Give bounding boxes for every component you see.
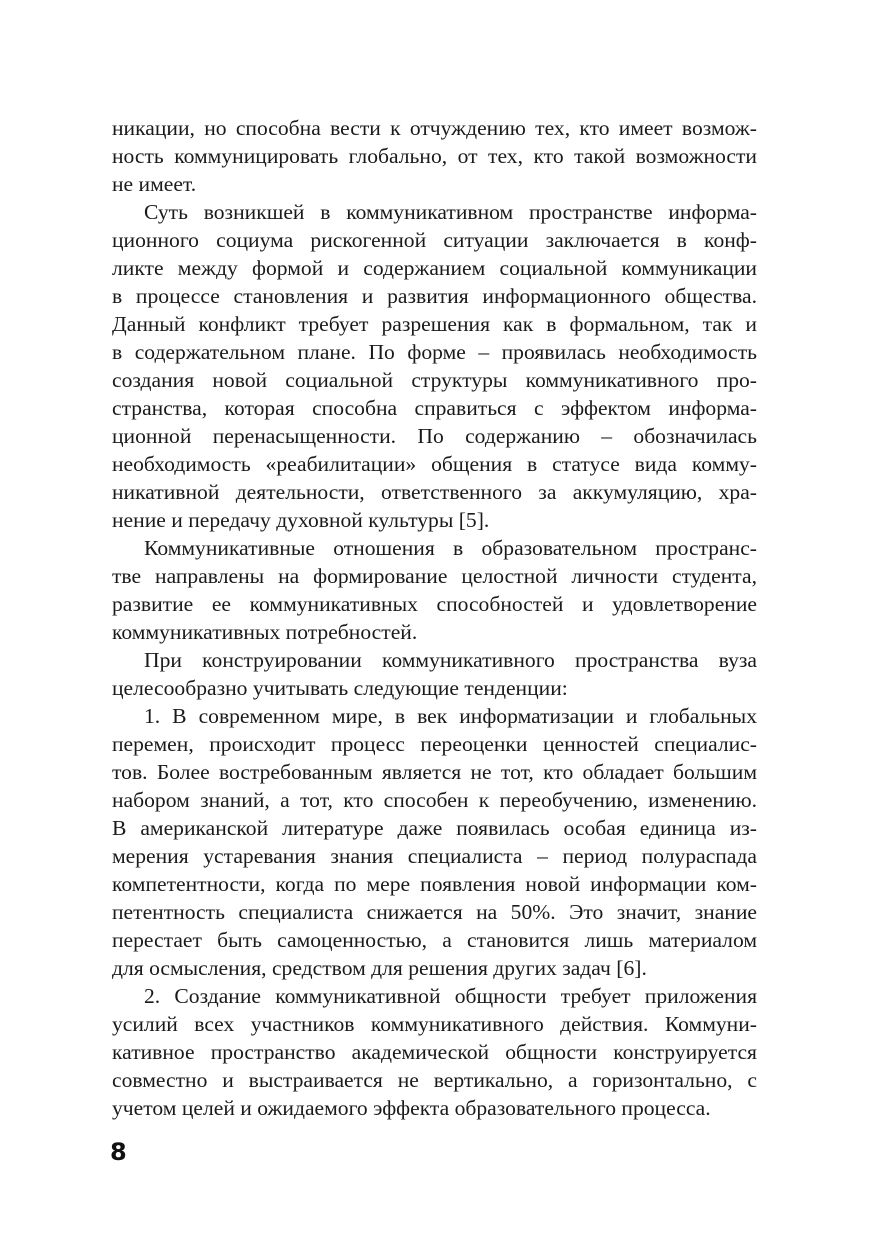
text-line: В американской литературе даже появилась особая единица из-: [112, 816, 757, 840]
text-line: создания новой социальной структуры коммуникативного про-: [112, 368, 757, 392]
text-line: кативное пространство академической общности конструируется: [112, 1040, 757, 1064]
text-line: ликте между формой и содержанием социальной коммуникации: [112, 256, 757, 280]
text-line: не имеет.: [112, 172, 197, 196]
text-line: для осмысления, средством для решения других задач [6].: [112, 956, 647, 980]
text-line: перестает быть самоценностью, а становится лишь материалом: [112, 928, 757, 952]
text-line: Коммуникативные отношения в образовательном пространс-: [144, 536, 757, 560]
text-line: никативной деятельности, ответственного за аккумуляцию, хра-: [112, 480, 757, 504]
text-line: нение и передачу духовной культуры [5].: [112, 508, 490, 532]
page-body: [112, 114, 757, 1122]
text-line: тов. Более востребованным является не тот, кто обладает большим: [112, 760, 757, 784]
text-line: совместно и выстраивается не вертикально, а горизонтально, с: [112, 1068, 757, 1092]
text-line: в содержательном плане. По форме – проявилась необходимость: [112, 340, 757, 364]
text-line: необходимость «реабилитации» общения в статусе вида комму-: [112, 452, 757, 476]
text-line: развитие ее коммуникативных способностей и удовлетворение: [112, 592, 757, 616]
text-line: ность коммуницировать глобально, от тех, кто такой возможности: [112, 144, 757, 168]
text-line: мерения устаревания знания специалиста – период полураспада: [112, 844, 757, 868]
text-line: тве направлены на формирование целостной личности студента,: [112, 564, 757, 588]
text-line: ционной перенасыщенности. По содержанию – обозначилась: [112, 424, 757, 448]
text-line: целесообразно учитывать следующие тенденции:: [112, 676, 568, 700]
text-line: Суть возникшей в коммуникативном пространстве информа-: [144, 200, 757, 224]
text-line: компетентности, когда по мере появления новой информации ком-: [112, 872, 757, 896]
text-line: перемен, происходит процесс переоценки ценностей специалис-: [112, 732, 757, 756]
text-line: Данный конфликт требует разрешения как в формальном, так и: [112, 312, 757, 336]
text-line: При конструировании коммуникативного пространства вуза: [144, 648, 757, 672]
page-number: 8: [110, 1138, 127, 1166]
text-line: учетом целей и ожидаемого эффекта образовательного процесса.: [112, 1096, 711, 1120]
text-line: 1. В современном мире, в век информатизации и глобальных: [144, 704, 757, 728]
text-line: 2. Создание коммуникативной общности требует приложения: [144, 984, 757, 1008]
text-line: усилий всех участников коммуникативного действия. Коммуни-: [112, 1012, 757, 1036]
text-line: странства, которая способна справиться с эффектом информа-: [112, 396, 757, 420]
text-line: петентность специалиста снижается на 50%. Это значит, знание: [112, 900, 757, 924]
text-line: коммуникативных потребностей.: [112, 620, 418, 644]
text-line: никации, но способна вести к отчуждению тех, кто имеет возмож-: [112, 116, 757, 140]
text-line: набором знаний, а тот, кто способен к переобучению, изменению.: [112, 788, 757, 812]
text-line: в процессе становления и развития информационного общества.: [112, 284, 757, 308]
text-line: ционного социума рискогенной ситуации заключается в конф-: [112, 228, 757, 252]
